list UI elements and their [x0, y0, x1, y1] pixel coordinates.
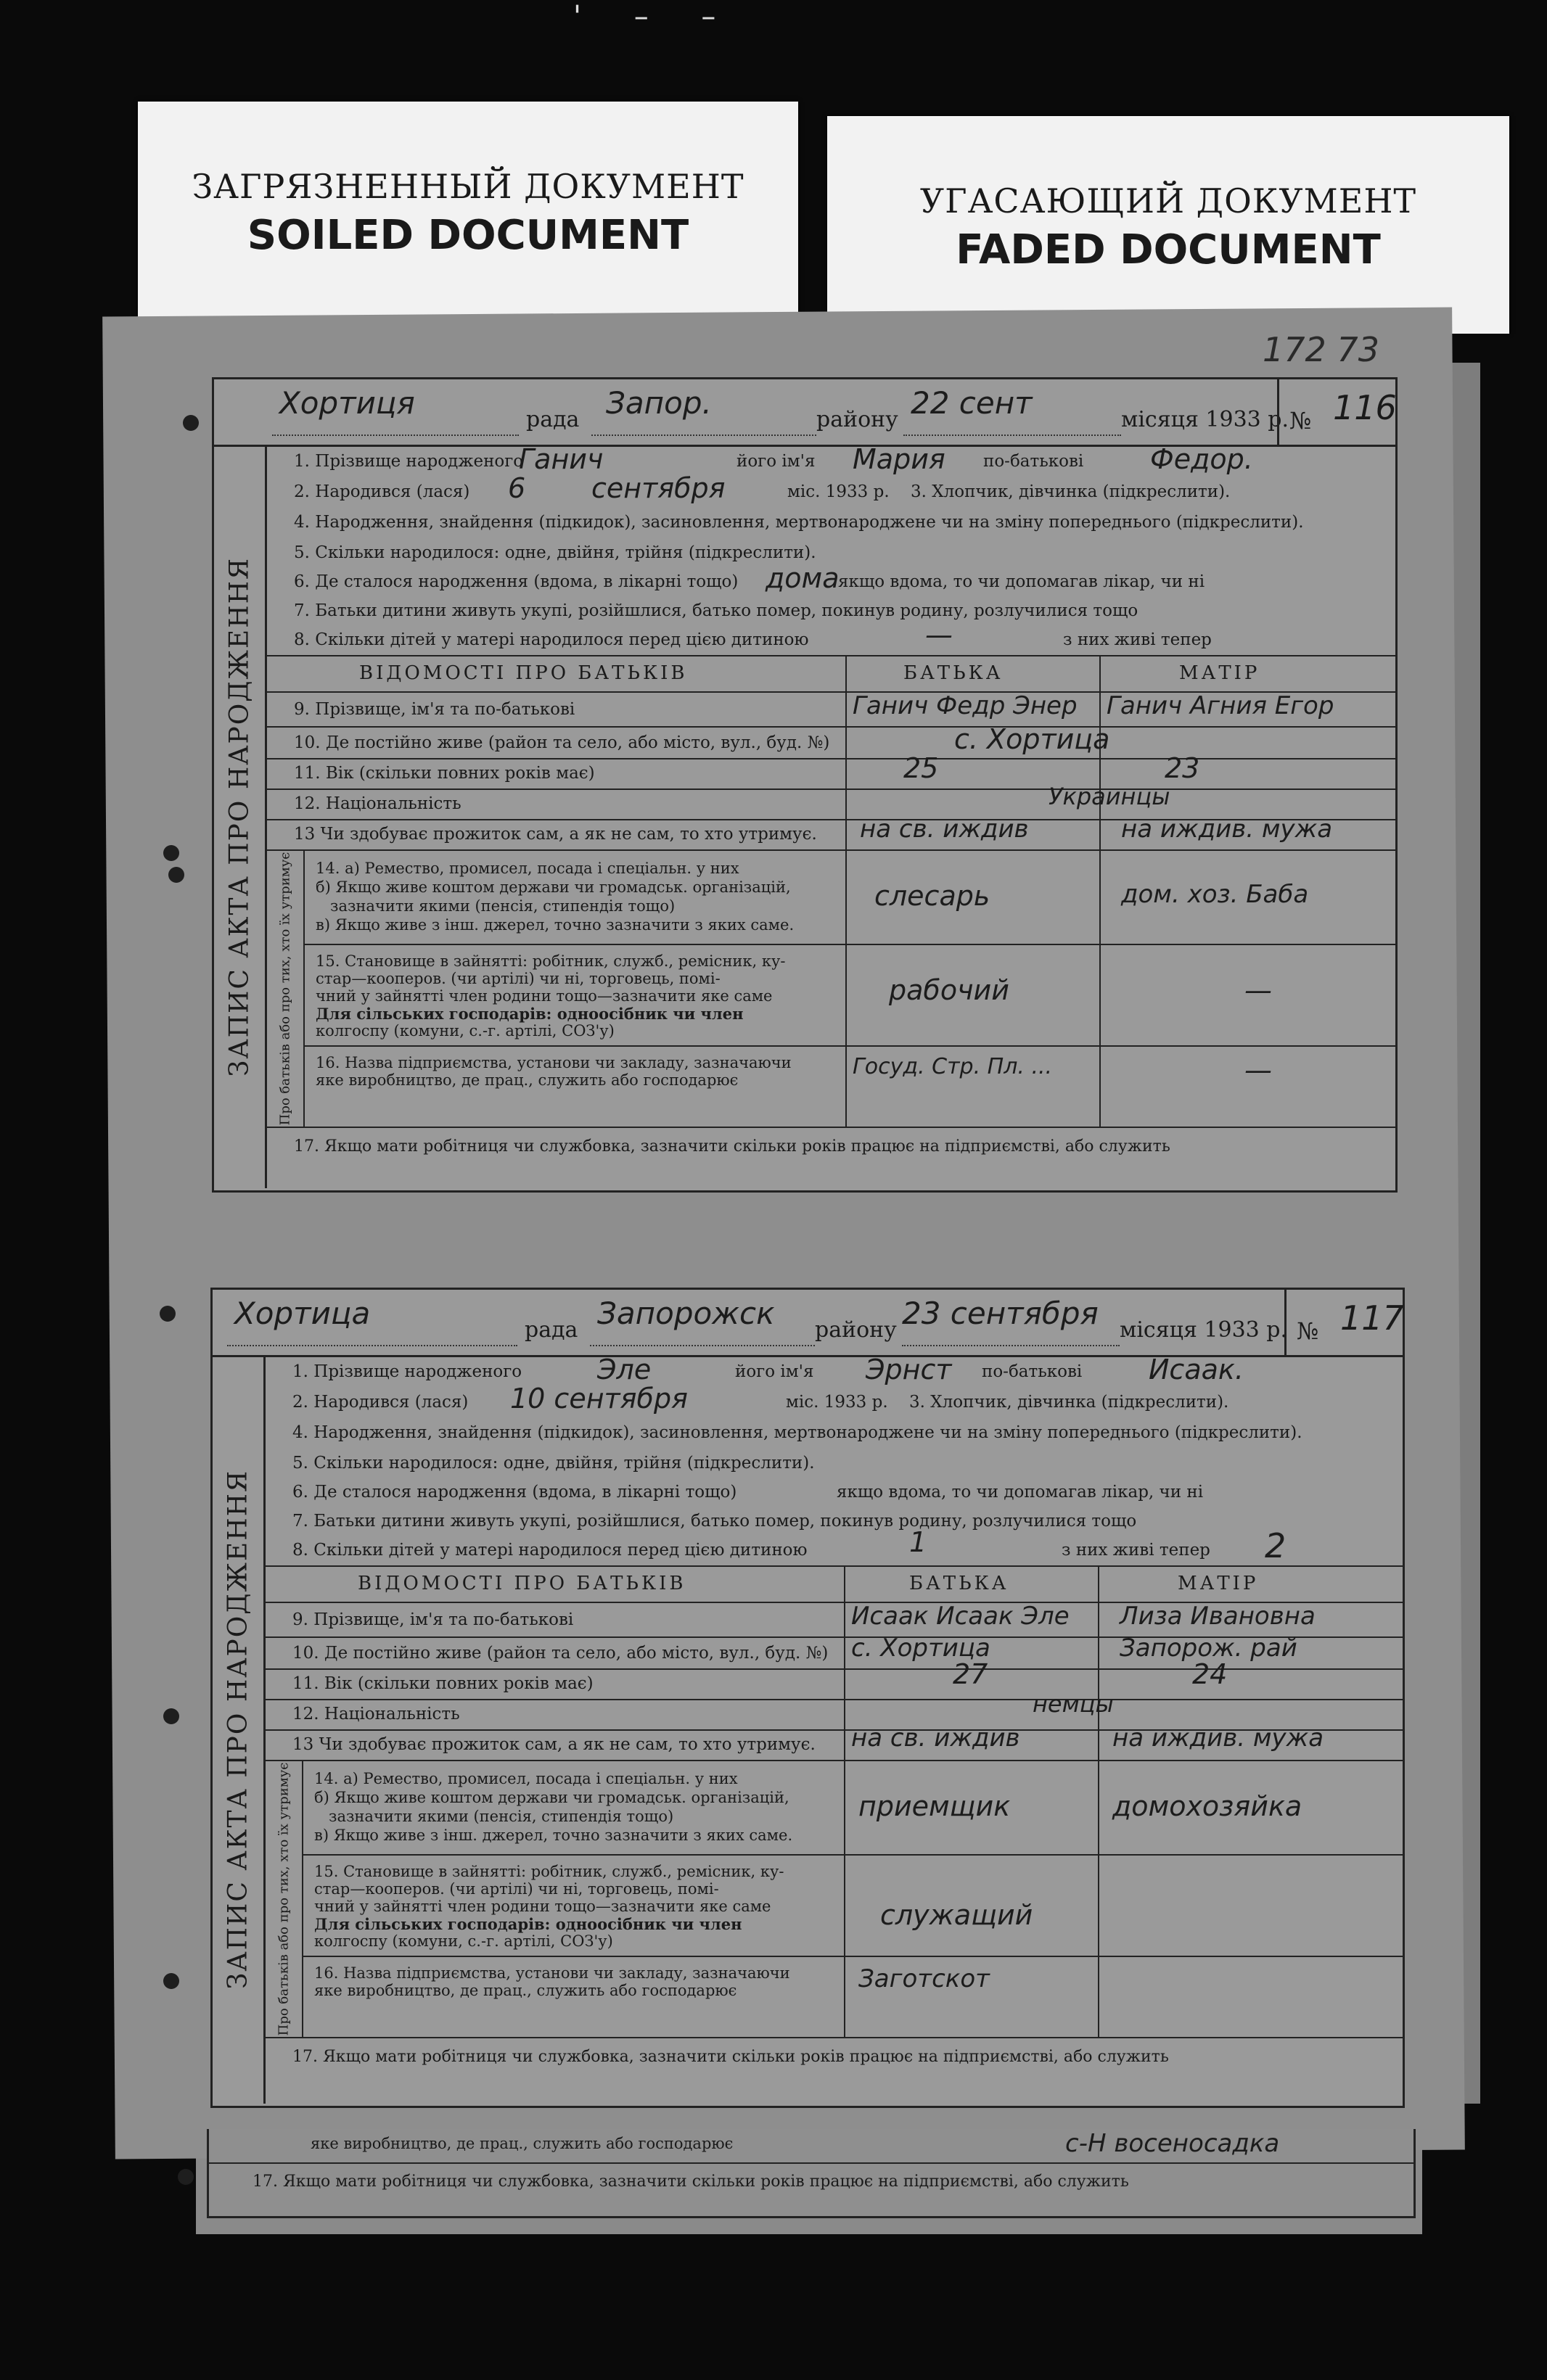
mother-support: на иждив. мужа — [1121, 815, 1333, 844]
form-field-label: стар—кооперов. (чи артілі) чи ні, торговець, помі- — [316, 970, 721, 987]
form-field-label: 16. Назва підприємства, установи чи закладу, зазначаючи — [316, 1054, 792, 1071]
form-field-label: 7. Батьки дитини живуть укупі, розійшлися, батько помер, покинув родину, розлучилися тощо — [294, 601, 1138, 620]
side-title: ЗАПИС АКТА ПРО НАРОДЖЕННЯ — [213, 1355, 266, 2104]
child-patronymic: Исаак. — [1149, 1354, 1244, 1385]
rule-line — [263, 1565, 1403, 1567]
form-field-label: 9. Прізвище, ім'я та по-батькові — [292, 1610, 574, 1629]
month-year-label: місяця 1933 р. — [1121, 407, 1289, 432]
mother-residence: Запорож. рай — [1120, 1634, 1297, 1663]
form-field-label: з них живі тепер — [1063, 630, 1212, 649]
father-support: на св. иждив — [851, 1724, 1020, 1753]
form-field-label: 16. Назва підприємства, установи чи закладу, зазначаючи — [314, 1964, 790, 1982]
form-field-label: 11. Вік (скільки повних років має) — [292, 1674, 594, 1693]
father-age: 25 — [903, 752, 939, 784]
birth-record-116 — [212, 377, 1398, 1193]
child-name: Эрнст — [866, 1354, 952, 1385]
under-sheet-handwriting: с-Н восеносадка — [1065, 2129, 1280, 2158]
rule-line — [590, 1345, 815, 1346]
father-status: рабочий — [889, 974, 1009, 1006]
form-field-label: 17. Якщо мати робітниця чи службовка, зазначити скільки років працює на підприємстві, або служить — [292, 2048, 1169, 2066]
record-day-month: 23 сентября — [902, 1296, 1099, 1331]
soiled-document-label — [138, 102, 798, 319]
form-field-label: стар—кооперов. (чи артілі) чи ні, торговець, помі- — [314, 1880, 719, 1898]
mother-age: 24 — [1192, 1658, 1228, 1690]
child-surname: Ганич — [519, 443, 604, 475]
record-number-box: № 117 — [1284, 1290, 1403, 1355]
punch-hole — [160, 1306, 176, 1322]
form-field-label: 10. Де постійно живе (район та село, або місто, вул., буд. №) — [294, 733, 830, 752]
form-field-label: якщо вдома, то чи допомагав лікар, чи ні — [838, 572, 1205, 591]
form-field-label: з них живі тепер — [1062, 1541, 1210, 1560]
nationality: Украинцы — [1049, 783, 1170, 810]
form-field-label: по-батькові — [983, 452, 1084, 471]
record-day-month: 22 сент — [911, 385, 1033, 421]
rule-line — [265, 788, 1395, 790]
form-field-label: 14. а) Ремество, промисел, посада і спеціальн. у них — [314, 1770, 738, 1787]
form-field-label: якщо вдома, то чи допомагав лікар, чи ні — [837, 1483, 1204, 1502]
form-field-label: чний у зайнятті член родини тощо—зазначити яке саме — [316, 987, 773, 1005]
father-residence: с. Хортица — [851, 1634, 990, 1663]
village-name: Хортиця — [279, 385, 415, 421]
rada-label: рада — [526, 407, 580, 432]
rule-line — [272, 435, 519, 436]
form-field-label: б) Якщо живе коштом держави чи громадськ. організацій, — [314, 1789, 789, 1806]
rule-line — [303, 1045, 1395, 1047]
form-field-label: Для сільських господарів: одноосібник чи член — [314, 1915, 742, 1933]
form-field-label: в) Якщо живе з інш. джерел, точно зазначити з яких саме. — [314, 1827, 793, 1844]
father-full-name: Ганич Федр Энер — [853, 691, 1078, 720]
parents-section-title: ВІДОМОСТІ ПРО БАТЬКІВ — [359, 662, 688, 684]
father-trade: слесарь — [874, 880, 990, 912]
form-field-label: 8. Скільки дітей у матері народилося перед цією дитиною — [294, 630, 809, 649]
month-year-label: місяця 1933 р. — [1120, 1317, 1288, 1343]
form-field-label: 5. Скільки народилося: одне, двійня, трійня (підкреслити). — [292, 1454, 815, 1473]
form-field-label: 3. Хлопчик, дівчинка (підкреслити). — [911, 482, 1231, 501]
under-sheet-r17: 17. Якщо мати робітниця чи службовка, зазначити скільки років працює на підприємстві, або служить — [253, 2173, 1129, 2191]
mother-age: 23 — [1165, 752, 1200, 784]
form-field-label: 1. Прізвище народженого — [292, 1362, 522, 1381]
form-field-label: 12. Національність — [294, 794, 461, 813]
record-header — [213, 1290, 1403, 1357]
form-field-label: 10. Де постійно живе (район та село, або місто, вул., буд. №) — [292, 1644, 829, 1663]
record-header — [214, 379, 1395, 447]
form-field-label: чний у зайнятті член родини тощо—зазначити яке саме — [314, 1898, 771, 1915]
rule-line — [265, 849, 1395, 851]
mother-full-name: Лиза Ивановна — [1120, 1602, 1316, 1631]
child-surname: Эле — [597, 1354, 652, 1385]
form-field-label: міс. 1933 р. — [787, 482, 890, 501]
child-patronymic: Федор. — [1150, 443, 1253, 475]
form-field-label: зазначити якими (пенсія, стипендія тощо) — [329, 1808, 674, 1825]
form-field-label: яке виробництво, де прац., служить або господарює — [314, 1982, 737, 1999]
form-field-label: яке виробництво, де прац., служить або господарює — [316, 1071, 739, 1089]
mother-full-name: Ганич Агния Егор — [1107, 691, 1334, 720]
form-field-label: міс. 1933 р. — [786, 1393, 888, 1412]
under-sheet-strip — [207, 2129, 1416, 2218]
rule-line — [263, 1760, 1403, 1761]
form-field-label: 2. Народився (лася) — [292, 1393, 469, 1412]
form-field-label: 4. Народження, знайдення (підкидок), засиновлення, мертвонароджене чи на зміну попереднього (підкреслити). — [294, 513, 1304, 532]
father-full-name: Исаак Исаак Эле — [851, 1602, 1070, 1631]
form-field-label: 8. Скільки дітей у матері народилося перед цією дитиною — [292, 1541, 808, 1560]
father-column-header: БАТЬКА — [909, 1573, 1009, 1594]
rule-line — [302, 1854, 1403, 1856]
rada-name: Запор. — [606, 385, 712, 421]
punch-hole — [163, 1708, 179, 1724]
form-field-label: б) Якщо живе коштом держави чи громадськ. організацій, — [316, 878, 791, 896]
form-field-label: 17. Якщо мати робітниця чи службовка, зазначити скільки років працює на підприємстві, або служить — [294, 1137, 1170, 1156]
punch-hole — [163, 1973, 179, 1989]
mother-trade: дом. хоз. Баба — [1121, 880, 1309, 909]
side-title: ЗАПИС АКТА ПРО НАРОДЖЕННЯ — [214, 445, 267, 1188]
rule-line — [209, 2162, 1413, 2164]
form-field-label: зазначити якими (пенсія, стипендія тощо) — [330, 897, 676, 915]
form-field-label: в) Якщо живе з інш. джерел, точно зазначити з яких саме. — [316, 916, 795, 934]
punch-hole — [163, 845, 179, 861]
punch-hole — [178, 2169, 194, 2185]
father-workplace: Госуд. Стр. Пл. ... — [853, 1054, 1053, 1079]
form-field-label: 15. Становище в зайнятті: робітник, служб., ремісник, ку- — [314, 1863, 784, 1880]
residence: с. Хортица — [954, 723, 1110, 755]
record-number: 117 — [1340, 1298, 1404, 1338]
faded-label-en: FADED DOCUMENT — [956, 226, 1381, 273]
rule-line — [902, 1345, 1120, 1346]
birth-day: 6 — [508, 472, 526, 504]
folio-number: 172 73 — [1263, 330, 1379, 369]
father-status: служащий — [880, 1899, 1033, 1931]
faded-label-ru: УГАСАЮЩИЙ ДОКУМЕНТ — [919, 181, 1417, 221]
birth-date: 10 сентября — [510, 1383, 688, 1415]
mother-column-header: МАТІР — [1178, 1573, 1259, 1594]
village-name: Хортица — [234, 1296, 371, 1331]
form-field-label: його ім'я — [736, 452, 816, 471]
rule-line — [265, 655, 1395, 656]
rule-line — [302, 1956, 1403, 1957]
children-before: — — [925, 619, 953, 651]
child-name: Мария — [853, 443, 945, 475]
form-field-label: 1. Прізвище народженого — [294, 452, 524, 471]
father-workplace: Заготскот — [858, 1964, 990, 1993]
mother-status: — — [1244, 974, 1272, 1006]
rule-line — [263, 1699, 1403, 1700]
film-marks: ' – – — [573, 0, 738, 33]
parents-section-title: ВІДОМОСТІ ПРО БАТЬКІВ — [358, 1573, 686, 1594]
form-field-label: 7. Батьки дитини живуть укупі, розійшлися, батько помер, покинув родину, розлучилися тощо — [292, 1512, 1137, 1531]
soiled-label-ru: ЗАГРЯЗНЕННЫЙ ДОКУМЕНТ — [192, 167, 744, 206]
raion-label: району — [815, 1317, 897, 1343]
form-field-label: 6. Де сталося народження (вдома, в лікарні тощо) — [292, 1483, 737, 1502]
rule-line — [263, 2037, 1403, 2038]
side-subtitle: Про батьків або про тих, хто їх утримує — [266, 1761, 303, 2037]
birth-month: сентября — [591, 472, 726, 504]
birth-record-117 — [210, 1288, 1405, 2108]
punch-hole — [168, 867, 184, 883]
birth-place: дома — [766, 562, 840, 594]
under-sheet-r16b: яке виробництво, де прац., служить або господарює — [311, 2135, 734, 2152]
children-alive: 2 — [1265, 1526, 1287, 1565]
form-field-label: 3. Хлопчик, дівчинка (підкреслити). — [909, 1393, 1229, 1412]
form-field-label: Для сільських господарів: одноосібник чи член — [316, 1005, 744, 1023]
form-field-label: 13 Чи здобуває прожиток сам, а як не сам, то хто утримує. — [294, 825, 817, 844]
soiled-label-en: SOILED DOCUMENT — [247, 212, 689, 259]
father-column-header: БАТЬКА — [903, 662, 1004, 684]
form-field-label: 13 Чи здобуває прожиток сам, а як не сам, то хто утримує. — [292, 1735, 816, 1754]
form-field-label: 2. Народився (лася) — [294, 482, 470, 501]
mother-workplace: — — [1244, 1054, 1272, 1086]
father-trade: приемщик — [858, 1790, 1011, 1822]
form-field-label: колгоспу (комуни, с.-г. артілі, СОЗ'у) — [314, 1932, 613, 1950]
rule-line — [265, 1127, 1395, 1128]
children-before: 1 — [909, 1526, 927, 1558]
rada-label: рада — [525, 1317, 578, 1343]
record-number-box: № 116 — [1277, 379, 1395, 445]
rule-line — [903, 435, 1121, 436]
rule-line — [303, 944, 1395, 945]
rule-line — [263, 1668, 1403, 1670]
rule-line — [265, 758, 1395, 759]
rada-name: Запорожск — [597, 1296, 775, 1331]
form-field-label: 4. Народження, знайдення (підкидок), засиновлення, мертвонароджене чи на зміну попереднього (підкреслити). — [292, 1423, 1302, 1442]
faded-document-label — [827, 116, 1509, 334]
mother-trade: домохозяйка — [1112, 1790, 1302, 1822]
form-field-label: 11. Вік (скільки повних років має) — [294, 764, 595, 783]
form-field-label: 5. Скільки народилося: одне, двійня, трійня (підкреслити). — [294, 543, 816, 562]
father-support: на св. иждив — [860, 815, 1029, 844]
form-field-label: 9. Прізвище, ім'я та по-батькові — [294, 700, 575, 719]
rule-line — [227, 1345, 517, 1346]
raion-label: району — [816, 407, 898, 432]
father-age: 27 — [953, 1658, 988, 1690]
form-field-label: 6. Де сталося народження (вдома, в лікарні тощо) — [294, 572, 739, 591]
rule-line — [265, 726, 1395, 728]
form-field-label: по-батькові — [982, 1362, 1083, 1381]
form-field-label: його ім'я — [735, 1362, 814, 1381]
form-field-label: 14. а) Ремество, промисел, посада і спеціальн. у них — [316, 860, 739, 877]
punch-hole — [183, 415, 199, 431]
form-field-label: 12. Національність — [292, 1705, 460, 1724]
form-field-label: колгоспу (комуни, с.-г. артілі, СОЗ'у) — [316, 1022, 615, 1039]
nationality: немцы — [1033, 1690, 1114, 1718]
mother-column-header: МАТІР — [1179, 662, 1260, 684]
mother-support: на иждив. мужа — [1112, 1724, 1324, 1753]
rule-line — [591, 435, 816, 436]
record-number: 116 — [1333, 388, 1397, 427]
side-subtitle: Про батьків або про тих, хто їх утримує — [267, 851, 305, 1127]
form-field-label: 15. Становище в зайнятті: робітник, служб., ремісник, ку- — [316, 952, 786, 970]
